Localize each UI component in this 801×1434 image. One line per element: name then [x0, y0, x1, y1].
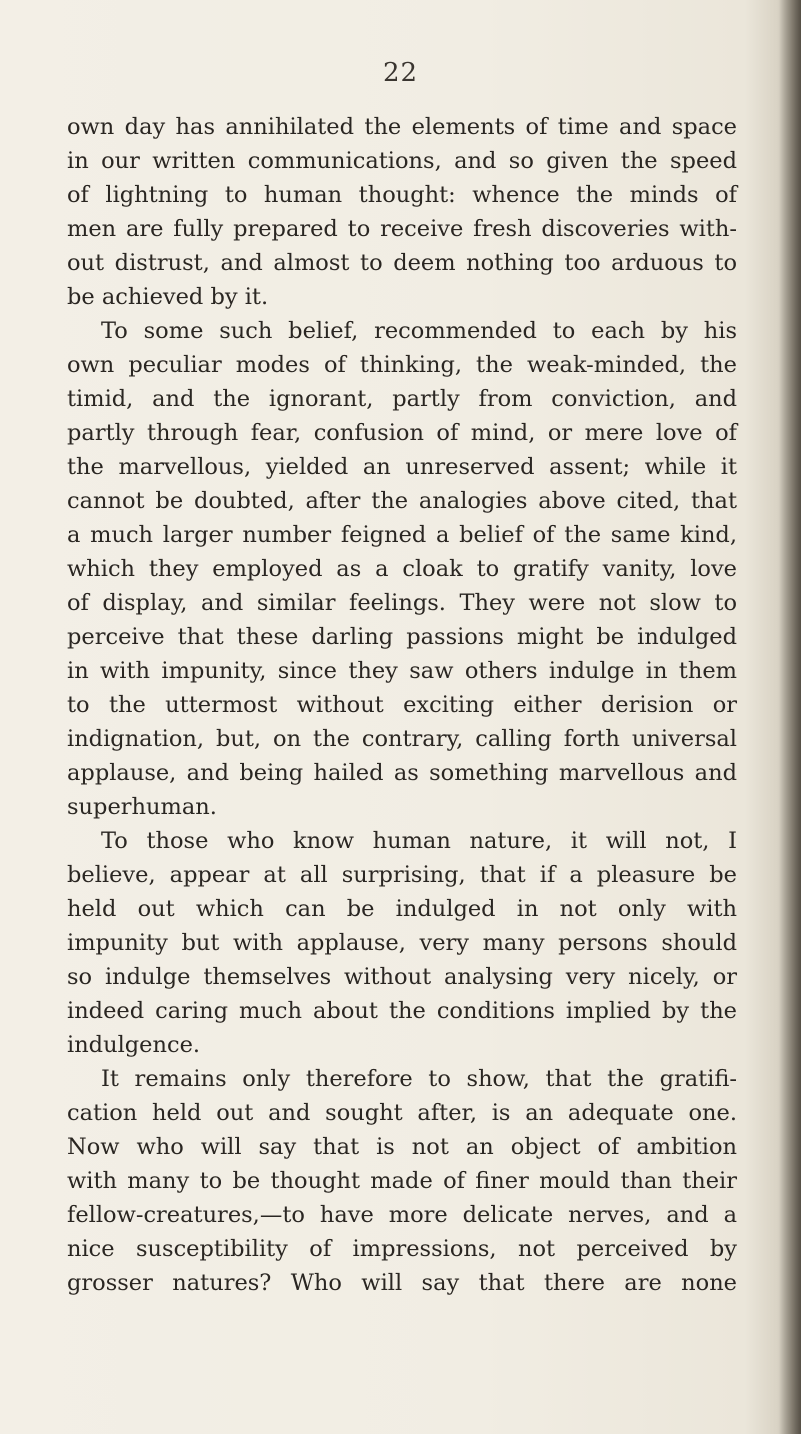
text-line: be achieved by it.: [67, 284, 269, 310]
text-line: men are fully prepared to receive fresh discoveries with-: [67, 216, 737, 242]
text-line: impunity but with applause, very many persons should: [67, 930, 737, 956]
text-line: with many to be thought made of finer mould than their: [67, 1168, 737, 1194]
text-line: timid, and the ignorant, partly from conviction, and: [67, 386, 737, 412]
text-line: cation held out and sought after, is an adequate one.: [67, 1100, 737, 1126]
text-line: grosser natures? Who will say that there are none: [67, 1270, 737, 1296]
text-line: the marvellous, yielded an unreserved assent; while it: [67, 454, 737, 480]
body-text: [67, 110, 737, 1300]
text-line: out distrust, and almost to deem nothing too arduous to: [67, 250, 737, 276]
text-line: which they employed as a cloak to gratify vanity, love: [67, 556, 737, 582]
text-line: held out which can be indulged in not only with: [67, 896, 737, 922]
text-line: partly through fear, confusion of mind, or mere love of: [67, 420, 737, 446]
text-line: indignation, but, on the contrary, calling forth universal: [67, 726, 737, 752]
text-line: own day has annihilated the elements of time and space: [67, 114, 737, 140]
text-line: so indulge themselves without analysing very nicely, or: [67, 964, 737, 990]
text-line: fellow-creatures,—to have more delicate nerves, and a: [67, 1202, 737, 1228]
text-line: to the uttermost without exciting either derision or: [67, 692, 737, 718]
text-line: in our written communications, and so given the speed: [67, 148, 737, 174]
page-number: 22: [382, 58, 419, 88]
text-line: of lightning to human thought: whence the minds of: [67, 182, 737, 208]
text-line: in with impunity, since they saw others indulge in them: [67, 658, 737, 684]
text-line: believe, appear at all surprising, that if a pleasure be: [67, 862, 737, 888]
text-line: Now who will say that is not an object of ambition: [67, 1134, 737, 1160]
text-line: To those who know human nature, it will not, I: [101, 828, 737, 854]
text-line: It remains only therefore to show, that the gratifi-: [101, 1066, 737, 1092]
text-line: of display, and similar feelings. They were not slow to: [67, 590, 737, 616]
text-line: indulgence.: [67, 1032, 201, 1058]
text-line: superhuman.: [67, 794, 217, 820]
text-line: nice susceptibility of impressions, not perceived by: [67, 1236, 737, 1262]
page-edge-shadow: [779, 0, 801, 1434]
text-line: cannot be doubted, after the analogies above cited, that: [67, 488, 737, 514]
text-line: a much larger number feigned a belief of the same kind,: [67, 522, 737, 548]
text-line: To some such belief, recommended to each by his: [101, 318, 737, 344]
text-line: applause, and being hailed as something marvellous and: [67, 760, 737, 786]
text-line: own peculiar modes of thinking, the weak-minded, the: [67, 352, 737, 378]
text-line: perceive that these darling passions might be indulged: [67, 624, 737, 650]
text-line: indeed caring much about the conditions implied by the: [67, 998, 737, 1024]
